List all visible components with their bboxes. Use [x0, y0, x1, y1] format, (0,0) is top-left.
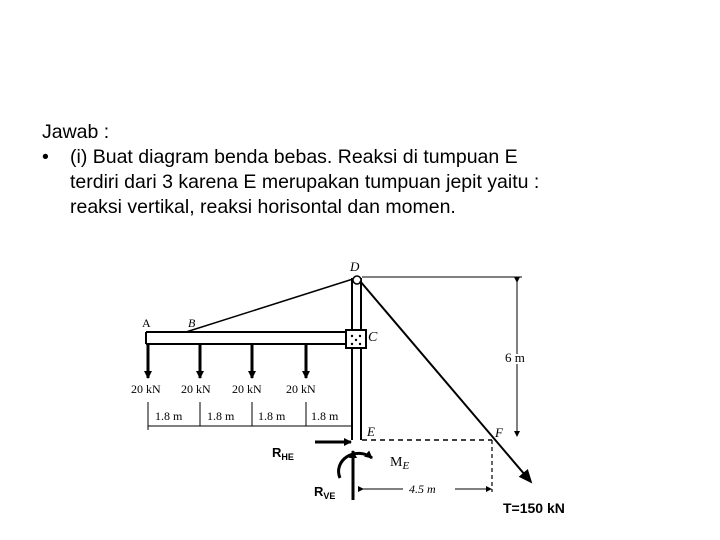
label-e: E: [367, 424, 375, 439]
reaction-vertical-label: [314, 484, 335, 501]
answer-heading: Jawab :: [42, 121, 110, 143]
reaction-vertical-main: R: [314, 484, 324, 499]
load-label-4: 20 kN: [286, 382, 316, 396]
label-f: F: [495, 425, 503, 440]
bullet-line-3: reaksi vertikal, reaksi horisontal dan momen.: [70, 196, 456, 218]
column: [346, 276, 366, 440]
moment-arrow: [339, 453, 372, 478]
label-c: C: [368, 330, 378, 345]
tension-arrow: [360, 281, 531, 482]
pin-d: [353, 276, 361, 284]
load-arrows: [148, 344, 306, 378]
spacing-label-1: 1.8 m: [155, 409, 183, 423]
label-a: A: [142, 316, 151, 330]
label-b: B: [188, 316, 196, 330]
spacing-label-3: 1.8 m: [258, 409, 286, 423]
cable-bd: [186, 279, 353, 332]
spacing-label-2: 1.8 m: [207, 409, 235, 423]
reaction-horizontal-label: [272, 445, 294, 462]
load-label-1: 20 kN: [131, 382, 161, 396]
height-label: 6 m: [505, 350, 525, 365]
spacing-label-4: 1.8 m: [311, 409, 339, 423]
tension-label: T=150 kN: [503, 500, 565, 516]
reaction-vertical-sub: VE: [323, 491, 336, 501]
bullet-dot: •: [42, 146, 49, 168]
bullet-line-2: terdiri dari 3 karena E merupakan tumpuan jepit yaitu :: [70, 171, 540, 193]
span-label: 4.5 m: [409, 482, 436, 496]
moment-sub: E: [402, 460, 410, 472]
beam: [146, 332, 352, 344]
reaction-horizontal-sub: HE: [281, 452, 294, 462]
moment-main: M: [390, 455, 403, 470]
reaction-horizontal-main: R: [272, 445, 282, 460]
bullet-line-1: (i) Buat diagram benda bebas. Reaksi di tumpuan E: [70, 146, 518, 168]
label-d: D: [350, 259, 360, 274]
moment-label: [390, 455, 409, 472]
load-label-3: 20 kN: [232, 382, 262, 396]
load-label-2: 20 kN: [181, 382, 211, 396]
height-dimension: [362, 277, 522, 436]
